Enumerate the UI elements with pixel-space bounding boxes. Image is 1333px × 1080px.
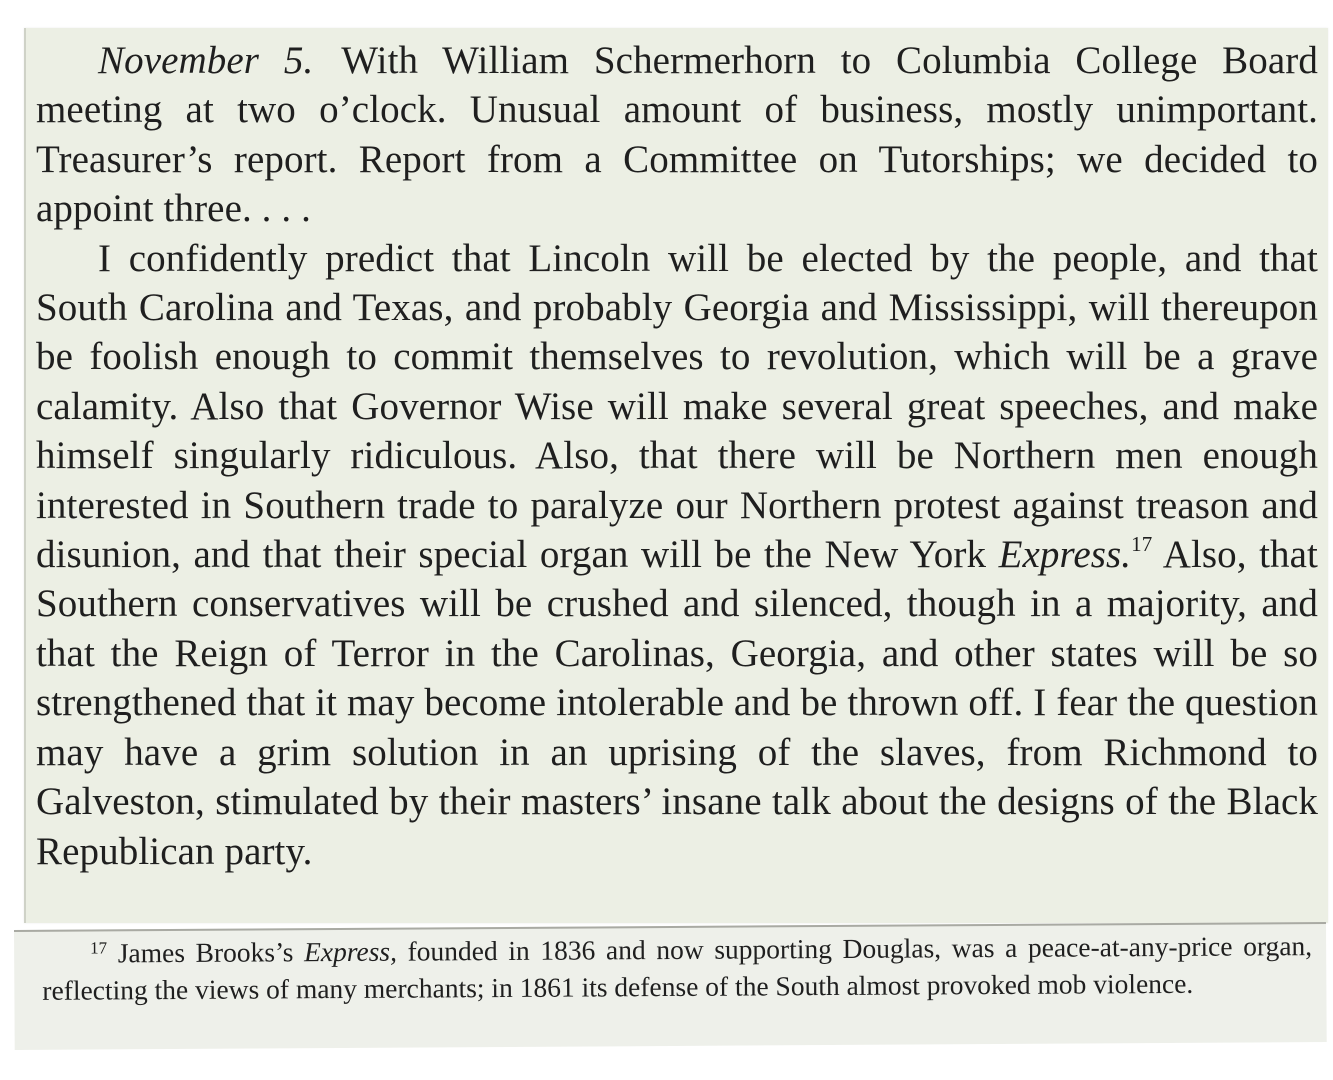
diary-entry [36, 36, 1318, 876]
diary-clipping [24, 28, 1328, 923]
paragraph-2-text-end: Also, that Southern conservatives will be crushed and silenced, though in a majority, and that the Reign of Terror in the Carolinas, Georgia, and other states will be so strengthened that it may become intolerable and be thrown off. I fear the question may have a grim solution in an uprising of the slaves, from Richmond to Galveston, stimulated by their masters’ insane talk about the designs of the Black Republican party. [36, 533, 1318, 873]
entry-paragraph-1 [36, 36, 1318, 234]
paragraph-2-text-start: I confidently predict that Lincoln will be elected by the people, and that South Carolina and Texas, and probably Georgia and Mississippi, will thereupon be foolish enough to commit themselves to revolution, which will be a grave calamity. Also that Governor Wise will make several great speeches, and make himself singularly ridiculous. Also, that there will be Northern men enough interested in Southern trade to paralyze our Northern protest against treason and disunion, and that their special organ will be the New York [36, 236, 1318, 577]
newspaper-title: Express. [998, 533, 1132, 577]
footnote-text-start: James Brooks’s [107, 936, 305, 969]
footnote-newspaper-title: Express, [303, 935, 398, 968]
footnote [42, 927, 1312, 1009]
paragraph-1-text: With William Schermerhorn to Columbia College Board meeting at two o’clock. Unusual amount of business, mostly unimportant. Treasurer’s report. Report from a Committee on Tutorships; we decided to appoint three. . . . [36, 39, 1318, 231]
footnote-paragraph [42, 927, 1312, 1009]
footnote-number: 17 [90, 938, 108, 958]
entry-date: November 5. [98, 39, 314, 82]
footnote-clipping [14, 922, 1327, 1050]
entry-paragraph-2 [36, 234, 1318, 876]
footnote-reference: 17 [1131, 532, 1153, 557]
footnote-text-end: founded in 1836 and now supporting Douglas, was a peace-at-any-price organ, reflecting the views of many merchants; in 1861 its defense of the South almost provoked mob violence. [42, 930, 1313, 1006]
